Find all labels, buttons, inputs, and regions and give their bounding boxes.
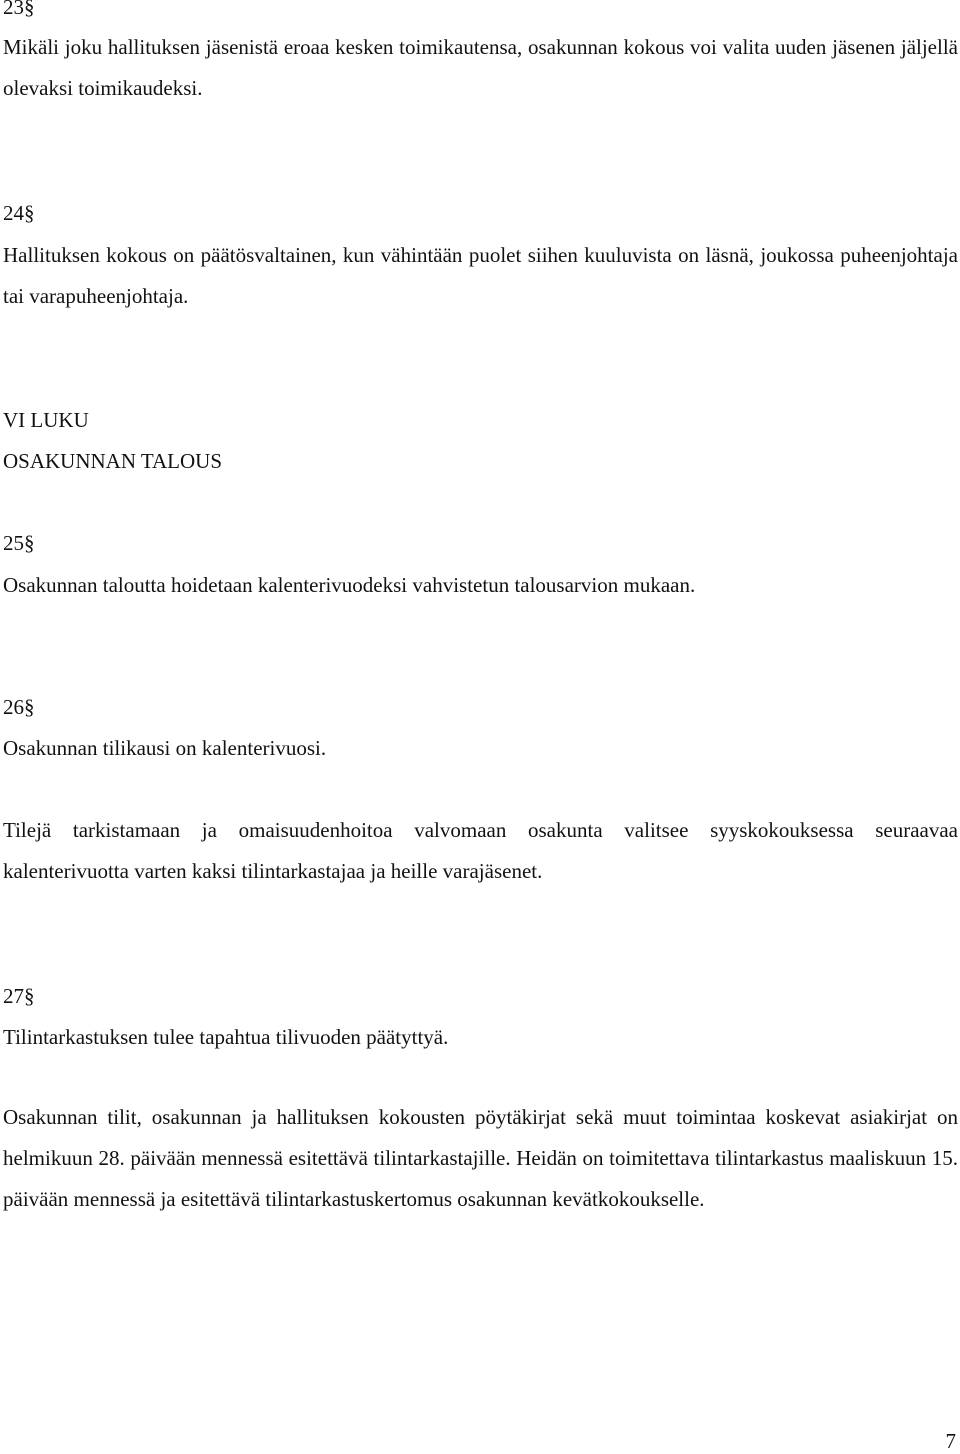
section-26-text: Osakunnan tilikausi on kalenterivuosi.: [3, 736, 327, 760]
section-25-text: Osakunnan taloutta hoidetaan kalenterivuodeksi vahvistetun talousarvion mukaan.: [3, 573, 696, 597]
section-26-number: 26§: [3, 695, 35, 719]
page-number: 7: [945, 1429, 956, 1453]
chapter-label: VI LUKU: [3, 408, 89, 432]
section-23-text: Mikäli joku hallituksen jäsenistä eroaa kesken toimikautensa, osakunnan kokous voi valita uuden jäsenen jäljellä olevaksi toimikaudeksi.: [3, 35, 958, 100]
section-27-number: 27§: [3, 984, 35, 1008]
section-24-text: Hallituksen kokous on päätösvaltainen, kun vähintään puolet siihen kuuluvista on läsnä, joukossa puheenjohtaja tai varapuheenjohtaja.: [3, 243, 958, 308]
section-23-number: 23§: [3, 0, 35, 19]
section-26-paragraph: Tilejä tarkistamaan ja omaisuudenhoitoa valvomaan osakunta valitsee syyskokouksessa seuraavaa kalenterivuotta varten kaksi tilintarkastajaa ja heille varajäsenet.: [3, 818, 958, 883]
section-27-paragraph: Osakunnan tilit, osakunnan ja hallituksen kokousten pöytäkirjat sekä muut toimintaa koskevat asiakirjat on helmikuun 28. päivään mennessä esitettävä tilintarkastajille. Heidän on toimitettava tilintarkastus maaliskuun 15. päivään mennessä ja esitettävä tilintarkastuskertomus osakunnan kevätkokoukselle.: [3, 1105, 958, 1211]
chapter-title: OSAKUNNAN TALOUS: [3, 449, 223, 473]
section-27-text: Tilintarkastuksen tulee tapahtua tilivuoden päätyttyä.: [3, 1025, 449, 1049]
section-25-number: 25§: [3, 531, 35, 555]
section-24-number: 24§: [3, 201, 35, 225]
